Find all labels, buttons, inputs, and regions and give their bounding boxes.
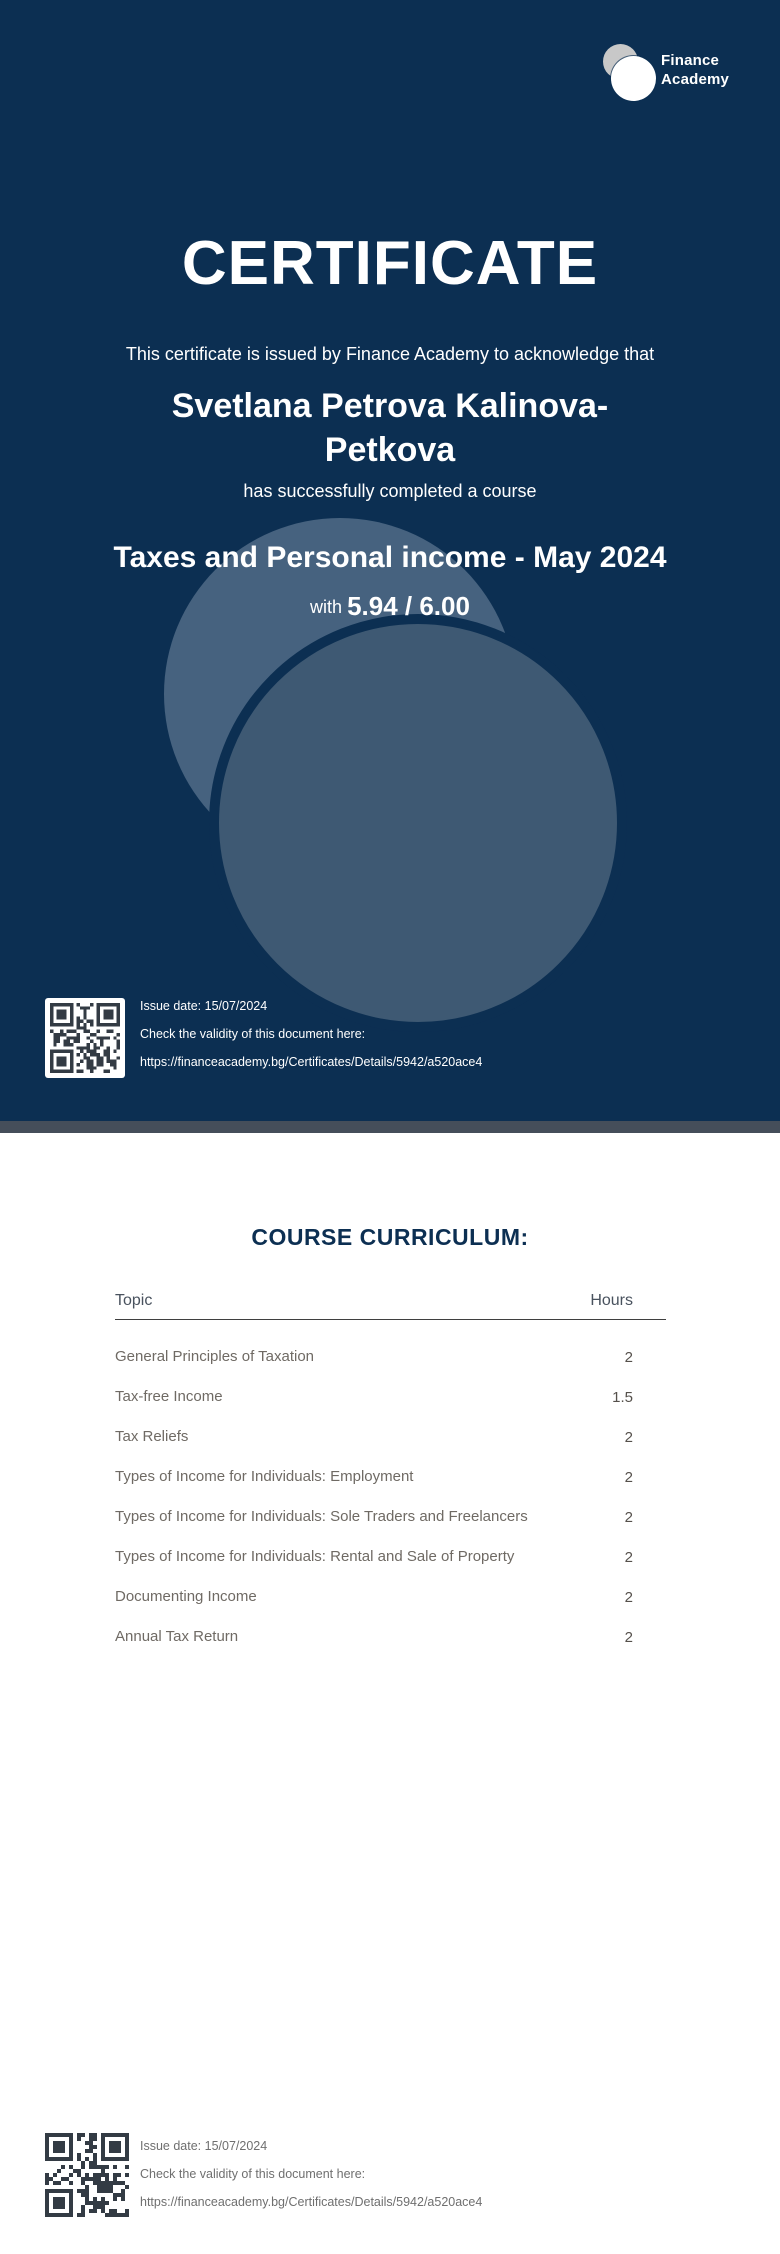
hours-cell: 2 [624, 1509, 633, 1526]
hours-cell: 1.5 [612, 1389, 633, 1406]
grade-line [0, 591, 780, 622]
finance-academy-logo [603, 43, 746, 103]
hours-cell: 2 [624, 1549, 633, 1566]
hours-cell: 2 [624, 1629, 633, 1646]
watermark-circle-front [209, 614, 627, 1032]
curriculum-heading: COURSE CURRICULUM: [251, 1224, 529, 1250]
certificate-hero [0, 0, 780, 1121]
validity-text [140, 998, 482, 1069]
hours-cell: 2 [624, 1429, 633, 1446]
topic-cell: Tax Reliefs [115, 1428, 189, 1445]
curriculum-table [115, 1292, 666, 1646]
hours-cell: 2 [624, 1349, 633, 1366]
certificate-title: CERTIFICATE [181, 229, 599, 298]
curriculum-rows [115, 1349, 666, 1646]
topic-cell: Types of Income for Individuals: Employment [115, 1468, 414, 1485]
validity-url: https://financeacademy.bg/Certificates/Details/5942/a520ace4 [140, 1055, 483, 1069]
table-row [115, 1629, 666, 1646]
logo-text-line1: Finance [661, 52, 720, 69]
hours-cell: 2 [624, 1589, 633, 1606]
table-row [115, 1549, 666, 1566]
logo-text [661, 51, 729, 89]
logo-circle-white-icon [611, 56, 656, 101]
section-divider [0, 1121, 780, 1133]
grade-prefix: with [310, 597, 343, 617]
validity-block-bottom [45, 2133, 482, 2224]
validity-block-top [45, 998, 482, 1084]
validity-url: https://financeacademy.bg/Certificates/Details/5942/a520ace4 [140, 2195, 483, 2209]
validity-text [140, 2133, 482, 2209]
hours-column-header: Hours [590, 1292, 633, 1309]
table-row [115, 1389, 666, 1406]
recipient-name: Svetlana Petrova Kalinova-Petkova [171, 387, 609, 469]
qr-code-icon [45, 2133, 129, 2217]
grade-value: 5.94 / 6.00 [347, 591, 470, 621]
table-row [115, 1429, 666, 1446]
topic-cell: Annual Tax Return [115, 1628, 239, 1645]
qr-code-icon [45, 998, 125, 1078]
table-row [115, 1589, 666, 1606]
topic-cell: Types of Income for Individuals: Rental and Sale of Property [115, 1548, 515, 1565]
certificate-intro: This certificate is issued by Finance Academy to acknowledge that [125, 344, 655, 364]
topic-column-header: Topic [115, 1292, 153, 1309]
hours-cell: 2 [624, 1469, 633, 1486]
issue-date: Issue date: 15/07/2024 [140, 999, 268, 1013]
completion-text: has successfully completed a course [243, 481, 537, 501]
table-row [115, 1509, 666, 1526]
table-row [115, 1349, 666, 1366]
topic-cell: Tax-free Income [115, 1388, 223, 1405]
logo-text-line2: Academy [661, 71, 730, 88]
topic-cell: Types of Income for Individuals: Sole Traders and Freelancers [115, 1508, 528, 1525]
issue-date: Issue date: 15/07/2024 [140, 2139, 268, 2153]
course-title: Taxes and Personal income - May 2024 [113, 541, 667, 574]
validity-note: Check the validity of this document here: [140, 2167, 366, 2181]
table-row [115, 1469, 666, 1486]
topic-cell: Documenting Income [115, 1588, 257, 1605]
curriculum-table-header [115, 1292, 666, 1320]
topic-cell: General Principles of Taxation [115, 1348, 314, 1365]
validity-note: Check the validity of this document here: [140, 1027, 366, 1041]
